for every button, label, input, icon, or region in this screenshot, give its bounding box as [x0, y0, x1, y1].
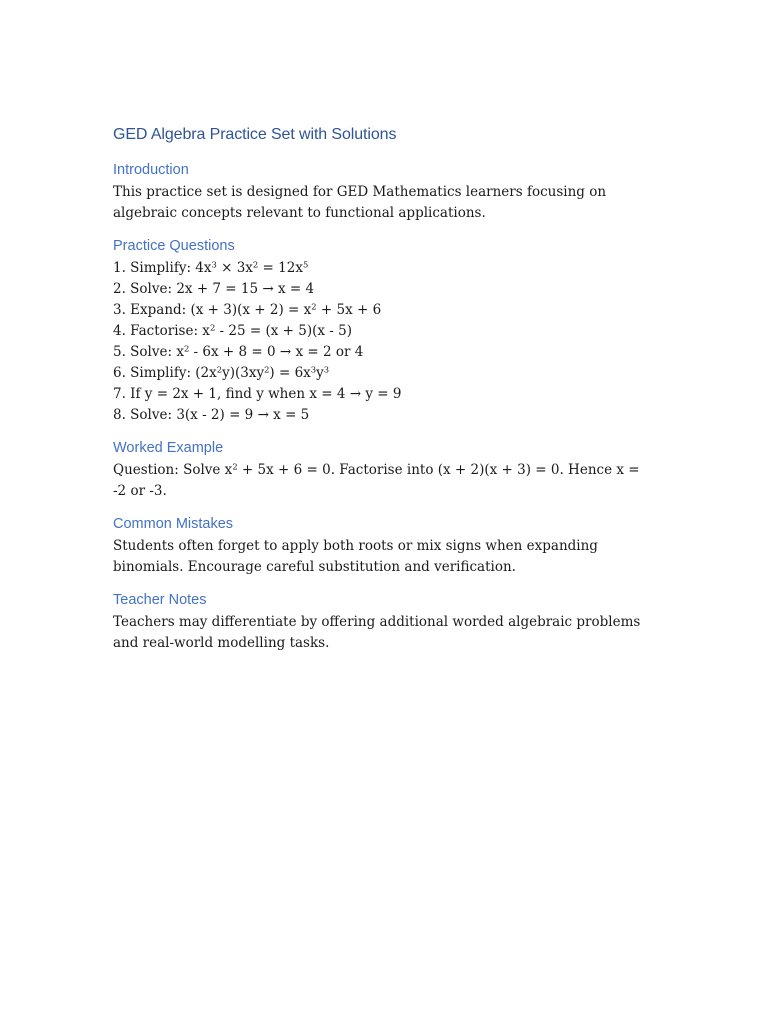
practice-question-8: 8. Solve: 3(x - 2) = 9 → x = 5 — [113, 407, 310, 423]
worked-example-text: Question: Solve $x^2 + 5x + 6 = 0$. Factorise into (x + 2)(x + 3) = 0. Hence x = -2 or -3. — [113, 461, 640, 499]
practice-question-7: 7. If y = 2x + 1, find y when x = 4 → y = 9 — [113, 386, 402, 402]
section-heading-practice-questions: Practice Questions — [113, 238, 235, 254]
practice-questions-list — [113, 258, 653, 426]
document-title: GED Algebra Practice Set with Solutions — [113, 126, 397, 143]
teacher-notes-section — [113, 590, 653, 654]
section-heading-worked-example: Worked Example — [113, 440, 224, 456]
common-mistakes-text: Students often forget to apply both roots or mix signs when expanding binomials. Encourage careful substitution and verification. — [113, 538, 598, 575]
practice-question-1: 1. Simplify: $4x^3 \times 3x^2 = 12x^5$ — [113, 259, 309, 276]
section-heading-teacher-notes: Teacher Notes — [113, 592, 207, 608]
document-page — [113, 124, 653, 666]
introduction-section — [113, 160, 653, 224]
common-mistakes-section — [113, 514, 653, 578]
teacher-notes-text: Teachers may differentiate by offering additional worded algebraic problems and real-world modelling tasks. — [113, 614, 641, 651]
practice-question-5: 5. Solve: $x^2 - 6x + 8 = 0 \to x = 2$ or 4 — [113, 343, 364, 360]
worked-example-section — [113, 438, 653, 502]
practice-question-6: 6. Simplify: $(2x^2y)(3xy^2) = 6x^3y^3$ — [113, 364, 330, 381]
practice-question-4: 4. Factorise: $x^2 - 25 = (x + 5)(x - 5)$ — [113, 322, 352, 339]
practice-question-3: 3. Expand: $(x + 3)(x + 2) = x^2 + 5x + 6$ — [113, 301, 382, 318]
practice-question-2: 2. Solve: 2x + 7 = 15 → x = 4 — [113, 281, 315, 297]
section-heading-common-mistakes: Common Mistakes — [113, 516, 234, 532]
practice-questions-section — [113, 236, 653, 426]
introduction-text: This practice set is designed for GED Mathematics learners focusing on algebraic concepts relevant to functional applications. — [113, 184, 607, 221]
section-heading-introduction: Introduction — [113, 162, 189, 178]
